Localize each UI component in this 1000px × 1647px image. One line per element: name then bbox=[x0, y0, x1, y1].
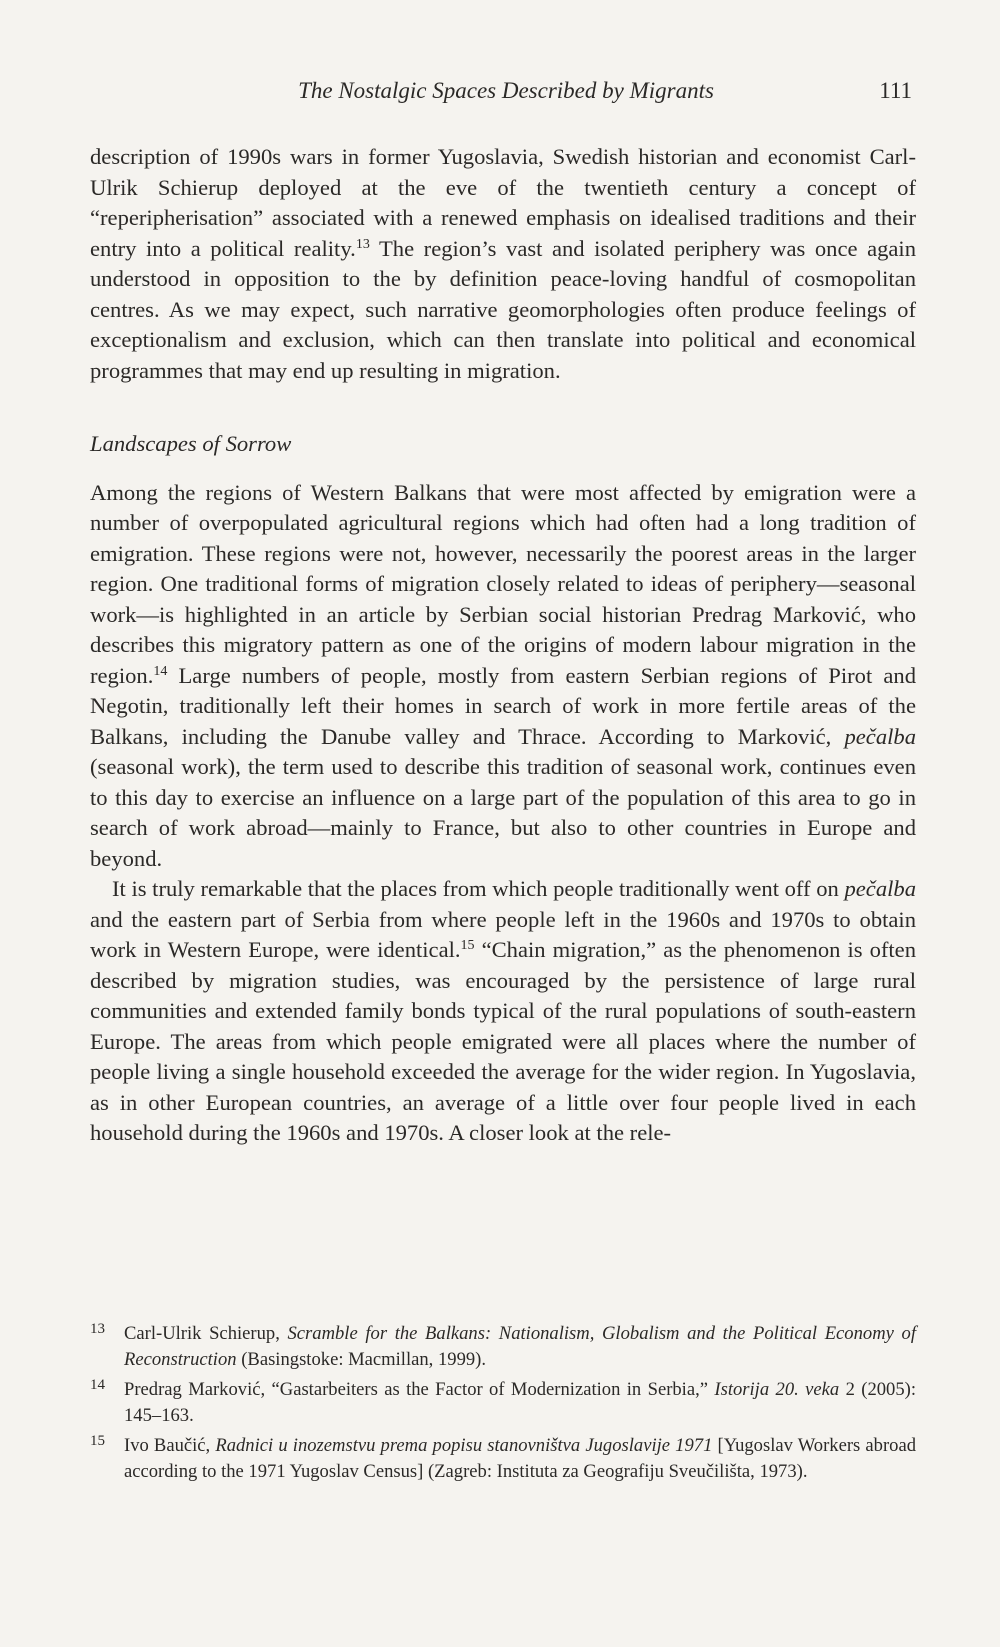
text-run: (Basingstoke: Macmillan, 1999). bbox=[236, 1349, 487, 1370]
citation-title: Istorija 20. veka bbox=[714, 1379, 840, 1400]
footnote-ref: 15 bbox=[460, 938, 475, 953]
citation-title: Scramble for the Balkans: Nationalism, Globalism and the Political Economy of Reconstruction bbox=[124, 1323, 916, 1370]
section-heading: Landscapes of Sorrow bbox=[90, 431, 292, 456]
body-text bbox=[90, 142, 916, 1149]
text-run: (seasonal work), the term used to describe this tradition of seasonal work, continues even to this day to exercise an influence on a large part of the population of this area to go in search of work abroad—mainly to France, but also to other countries in Europe and beyond. bbox=[90, 754, 916, 871]
paragraph bbox=[90, 142, 916, 386]
italic-term: pečalba bbox=[844, 876, 916, 901]
paragraph bbox=[90, 478, 916, 875]
paragraph bbox=[90, 874, 916, 1149]
footnote bbox=[90, 1433, 916, 1485]
text-run: and the eastern part of Serbia from where people left in the 1960s and 1970s to obtain work in Western Europe, were identical. bbox=[90, 906, 916, 962]
page-number: 111 bbox=[879, 78, 912, 103]
footnote-number: 14 bbox=[90, 1377, 105, 1393]
text-run: 2 (2005): 145–163. bbox=[124, 1379, 916, 1426]
footnote-ref: 14 bbox=[153, 663, 168, 679]
text-run: Predrag Marković, “Gastarbeiters as the Factor of Modernization in Serbia,” bbox=[124, 1379, 715, 1400]
footnote bbox=[90, 1321, 916, 1373]
running-title: The Nostalgic Spaces Described by Migrants bbox=[298, 78, 714, 103]
text-run: [Yugoslav Workers abroad according to the 1971 Yugoslav Census] (Zagreb: Instituta za Geografiju Sveučilišta, 1973). bbox=[124, 1435, 916, 1482]
footnote bbox=[90, 1377, 916, 1429]
text-run: Large numbers of people, mostly from eastern Serbian regions of Pirot and Negotin, traditionally left their homes in search of work in more fertile areas of the Balkans, including the Danube valley and Thrace. According to Marković, bbox=[90, 662, 916, 749]
text-run: Among the regions of Western Balkans that were most affected by emigration were a number of overpopulated agricultural regions which had often had a long tradition of emigration. These regions were not, however, necessarily the poorest areas in the larger region. One traditional forms of migration closely related to ideas of periphery—seasonal work—is highlighted in an article by Serbian social historian Predrag Marković, who describes this migratory pattern as one of the origins of modern labour migration in the region. bbox=[90, 479, 916, 688]
text-run: Carl-Ulrik Schierup, bbox=[124, 1323, 288, 1344]
footnotes bbox=[90, 1321, 916, 1489]
text-run: description of 1990s wars in former Yugoslavia, Swedish historian and economist Carl-Ulrik Schierup deployed at the eve of the twentieth century a concept of “reperipherisation” associated with a renewed emphasis on idealised traditions and their entry into a political reality. bbox=[90, 144, 916, 261]
footnote-number: 15 bbox=[90, 1433, 105, 1449]
citation-title: Radnici u inozemstvu prema popisu stanovništva Jugoslavije 1971 bbox=[215, 1435, 713, 1456]
italic-term: pečalba bbox=[844, 723, 916, 749]
text-run: It is truly remarkable that the places from which people traditionally went off on bbox=[112, 876, 845, 901]
footnote-ref: 13 bbox=[355, 236, 370, 252]
text-run: The region’s vast and isolated periphery was once again understood in opposition to the by definition peace-loving handful of cosmopolitan centres. As we may expect, such narrative geomorphologies often produce feelings of exceptionalism and exclusion, which can then translate into political and economical programmes that may end up resulting in migration. bbox=[90, 235, 917, 383]
text-run: Ivo Baučić, bbox=[124, 1435, 216, 1456]
footnote-number: 13 bbox=[90, 1321, 105, 1337]
text-run: “Chain migration,” as the phenomenon is often described by migration studies, was encouraged by the persistence of large rural communities and extended family bonds typical of the rural populations of south-eastern Europe. The areas from which people emigrated were all places where the number of people living a single household exceeded the average for the wider region. In Yugoslavia, as in other European countries, an average of a little over four people lived in each household during the 1960s and 1970s. A closer look at the rele- bbox=[90, 937, 917, 1145]
running-head bbox=[90, 78, 912, 114]
